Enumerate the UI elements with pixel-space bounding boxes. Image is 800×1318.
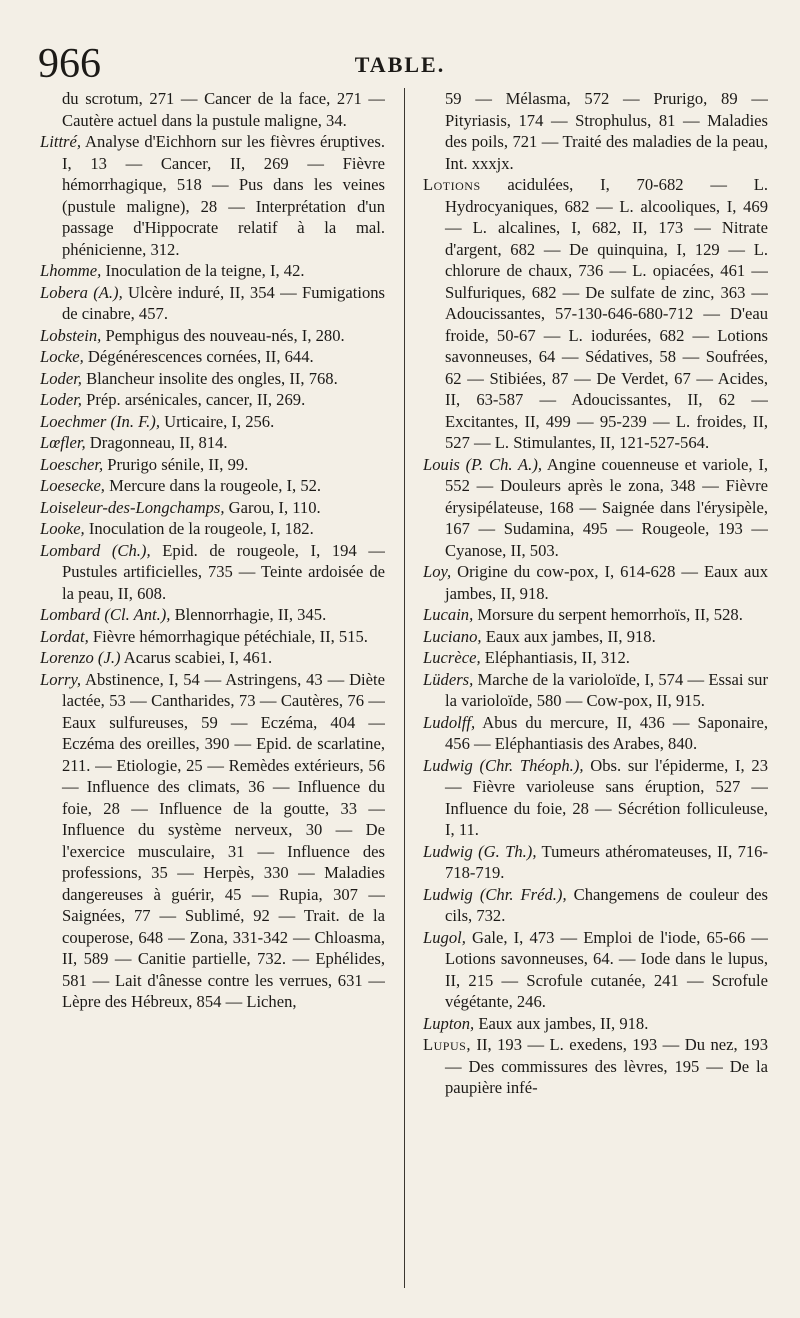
entry-author: Loiseleur-des-Longchamps, — [40, 497, 225, 517]
index-entry — [423, 712, 768, 755]
index-entry — [423, 1013, 768, 1035]
index-entry — [423, 88, 768, 174]
entry-text: Marche de la varioloïde, I, 574 — Essai sur la varioloïde, 580 — Cow-pox, II, 915. — [445, 669, 768, 710]
index-entry — [423, 561, 768, 604]
index-entry — [40, 411, 385, 433]
index-entry — [423, 604, 768, 626]
index-entry — [423, 647, 768, 669]
index-entry — [40, 432, 385, 454]
entry-author: Lœfler, — [40, 433, 86, 452]
entry-author: Locke, — [40, 347, 84, 366]
entry-text: Analyse d'Eichhorn sur les fièvres éruptives. I, 13 — Cancer, II, 269 — Fièvre hémorrhagique, 518 — Pus dans les veines (pustule maligne), 28 — Interprétation d'un passage d'Hippocrate relatif à la mal. phénicienne, 312. — [62, 132, 385, 259]
running-title: TABLE. — [354, 52, 446, 77]
entry-author: Loder, — [40, 390, 82, 409]
entry-author: Lobera (A.), — [40, 282, 123, 302]
entry-text: Dragonneau, II, 814. — [85, 433, 228, 452]
entry-author: Lucrèce, — [423, 648, 481, 667]
index-entry — [40, 497, 385, 519]
entry-author: Lupton, — [423, 1013, 475, 1033]
entry-author: Lüders, — [423, 669, 474, 689]
entry-text: Garou, I, 110. — [224, 497, 321, 517]
entry-text: Dégénérescences cornées, II, 644. — [83, 347, 314, 366]
entry-text: Gale, I, 473 — Emploi de l'iode, 65-66 — Lotions savonneuses, 64. — Iode dans le lupus, II, 215 — Scrofule cutanée, 241 — Scrofule végétante, 246. — [445, 927, 768, 1011]
entry-author: Ludwig (G. Th.), — [423, 841, 537, 861]
entry-text: Morsure du serpent hemorrhoïs, II, 528. — [473, 605, 743, 624]
entry-text: Pemphigus des nouveau-nés, I, 280. — [101, 325, 345, 345]
entry-text: acidulées, I, 70-682 — L. Hydrocyaniques, 682 — L. alcooliques, I, 469 — L. alcalines, I, 682, II, 173 — Nitrate d'argent, 682 — De quinquina, I, 129 — L. chlorure de chaux, 736 — L. opiacées, 461 — Sulfuriques, 682 — De sulfate de zinc, 363 — Adoucissantes, 57-130-646-680-712 — D'eau froide, 50-67 — L. iodurées, 682 — Lotions savonneuses, 64 — Sédatives, 58 — Soufrées, 62 — Stibiées, 87 — De Verdet, 67 — Acides, II, 63-587 — Adoucissantes, II, 62 — Excitantes, II, 499 — 95-239 — L. froides, II, 527 — L. Stimulantes, II, 121-527-564. — [445, 175, 768, 452]
entry-author: Loechmer (In. F.), — [40, 411, 160, 431]
right-column — [423, 88, 768, 1288]
index-entry — [423, 755, 768, 841]
entry-text: Abstinence, I, 54 — Astringens, 43 — Diète lactée, 53 — Cantharides, 73 — Cautères, 76 — Eaux sulfureuses, 59 — Eczéma, 404 — Eczéma des oreilles, 390 — Epid. de scarlatine, 211. — Etiologie, 25 — Remèdes extérieurs, 56 — Influence des climats, 36 — Influence du foie, 28 — Influence de la goutte, 33 — Influence du système nerveux, 30 — De l'exercice musculaire, 31 — Influence des professions, 35 — Herpès, 330 — Maladies dangereuses à guérir, 45 — Rupia, 307 — Saignées, 77 — Sublimé, 92 — Trait. de la couperose, 648 — Zona, 331-342 — Chloasma, II, 589 — Canitie partielle, 732. — Ephélides, 581 — Lait d'ânesse contre les verrues, 631 — Lèpre des Hébreux, 854 — Lichen, — [62, 669, 385, 1011]
entry-text: Eaux aux jambes, II, 918. — [481, 626, 656, 646]
index-entry — [40, 540, 385, 605]
entry-text: Angine couenneuse et variole, I, 552 — Douleurs après le zona, 348 — Fièvre érysipélateuse, 168 — Saignée dans l'érysipèle, 167 — Sudamina, 495 — Rougeole, 193 — Cyanose, II, 503. — [445, 454, 768, 560]
index-entry — [423, 841, 768, 884]
index-entry — [40, 260, 385, 282]
index-entry — [40, 368, 385, 390]
entry-author: Loder, — [40, 368, 82, 388]
index-entry — [40, 604, 385, 626]
index-entry — [423, 626, 768, 648]
entry-text: Blancheur insolite des ongles, II, 768. — [81, 368, 338, 388]
entry-author: Lobstein, — [40, 325, 102, 345]
entry-text: Origine du cow-pox, I, 614-628 — Eaux aux jambes, II, 918. — [445, 562, 768, 603]
entry-text: du scrotum, 271 — Cancer de la face, 271 — Cautère actuel dans la pustule maligne, 34. — [62, 89, 385, 130]
index-entry — [40, 454, 385, 476]
index-entry — [40, 325, 385, 347]
entry-text: Prép. arsénicales, cancer, II, 269. — [81, 390, 306, 409]
entry-author: Loesecke, — [40, 476, 105, 495]
entry-author: Looke, — [40, 519, 85, 538]
left-column — [40, 88, 385, 1288]
index-entry — [40, 389, 385, 411]
entry-text: Epid. de rougeole, I, 194 — Pustules artificielles, 735 — Teinte ardoisée de la peau, II, 608. — [62, 540, 385, 603]
entry-text: Eléphantiasis, II, 312. — [480, 648, 630, 667]
entry-author: Ludwig (Chr. Fréd.), — [423, 884, 567, 904]
entry-text: Tumeurs athéromateuses, II, 716-718-719. — [445, 841, 768, 882]
index-entry — [423, 884, 768, 927]
page-number: 966 — [38, 41, 101, 87]
entry-text: 59 — Mélasma, 572 — Prurigo, 89 — Pityriasis, 174 — Strophulus, 81 — Maladies des poils, 721 — Traité des maladies de la peau, Int. xxxjx. — [445, 89, 768, 173]
entry-text: Mercure dans la rougeole, I, 52. — [104, 476, 322, 495]
entry-author: Louis (P. Ch. A.), — [423, 454, 543, 474]
entry-text: Eaux aux jambes, II, 918. — [474, 1013, 649, 1033]
entry-author: Lordat, — [40, 626, 89, 646]
entry-heading: Lotions — [423, 175, 481, 194]
index-entry — [423, 669, 768, 712]
index-entry — [40, 131, 385, 260]
entry-author: Ludolff, — [423, 712, 476, 732]
index-entry — [40, 282, 385, 325]
entry-text: Ulcère induré, II, 354 — Fumigations de cinabre, 457. — [62, 282, 385, 323]
entry-author: Lombard (Cl. Ant.), — [40, 605, 171, 624]
column-divider — [404, 88, 405, 1288]
index-entry — [40, 475, 385, 497]
index-entry — [40, 626, 385, 648]
index-entry — [423, 454, 768, 562]
index-entry — [40, 346, 385, 368]
entry-author: Luciano, — [423, 626, 482, 646]
entry-author: Loy, — [423, 562, 452, 581]
entry-text: Acarus scabiei, I, 461. — [120, 648, 273, 667]
entry-text: Urticaire, I, 256. — [159, 411, 275, 431]
entry-author: Ludwig (Chr. Théoph.), — [423, 755, 584, 775]
entry-text: Inoculation de la rougeole, I, 182. — [84, 519, 314, 538]
entry-author: Lucain, — [423, 605, 474, 624]
page-header — [30, 40, 770, 90]
entry-text: Fièvre hémorrhagique pétéchiale, II, 515. — [88, 626, 368, 646]
entry-text: Prurigo sénile, II, 99. — [103, 454, 249, 474]
index-entry — [40, 88, 385, 131]
index-entry — [40, 647, 385, 669]
entry-text: Obs. sur l'épiderme, I, 23 — Fièvre varioleuse sans éruption, 527 — Influence du foie, 28 — Sécrétion folliculeuse, I, 11. — [445, 755, 768, 839]
index-entry — [423, 174, 768, 454]
entry-author: Loescher, — [40, 454, 104, 474]
entry-author: Lorenzo (J.) — [40, 648, 121, 667]
entry-author: Lugol, — [423, 927, 466, 947]
entry-text: II, 193 — L. exedens, 193 — Du nez, 193 — Des commissures des lèvres, 195 — De la paupière infé- — [445, 1035, 768, 1097]
index-entry — [40, 669, 385, 1013]
entry-author: Littré, — [40, 132, 82, 151]
entry-author: Lorry, — [40, 669, 82, 689]
entry-text: Inoculation de la teigne, I, 42. — [101, 261, 305, 280]
entry-author: Lombard (Ch.), — [40, 540, 151, 560]
index-entry — [40, 518, 385, 540]
entry-text: Blennorrhagie, II, 345. — [170, 605, 327, 624]
entry-heading: Lupus, — [423, 1035, 471, 1054]
index-entry — [423, 1034, 768, 1099]
entry-text: Changemens de couleur des cils, 732. — [445, 884, 768, 925]
index-entry — [423, 927, 768, 1013]
entry-author: Lhomme, — [40, 261, 102, 280]
entry-text: Abus du mercure, II, 436 — Saponaire, 456 — Eléphantiasis des Arabes, 840. — [445, 712, 768, 753]
